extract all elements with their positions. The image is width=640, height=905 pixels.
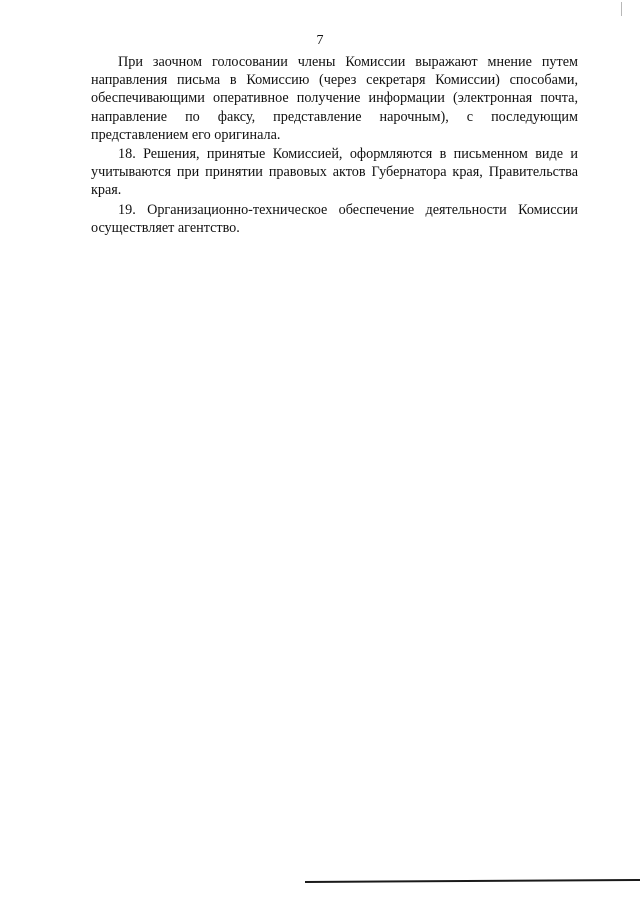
scan-edge-line [305,879,640,883]
page-number: 7 [316,33,324,48]
paragraph-18-decisions: 18. Решения, принятые Комиссией, оформляются в письменном виде и учитываются при принятии правовых актов Губернатора края, Правительства края. [91,146,578,199]
paragraph-absentee-voting: При заочном голосовании члены Комиссии выражают мнение путем направления письма в Комиссию (через секретаря Комиссии) способами, обеспечивающими оперативное получение информации (электронная почта, направление по факсу, представление нарочным), с последующим представлением его оригинала. [91,54,578,143]
scan-mark-top [621,2,622,16]
paragraph-19-support: 19. Организационно-техническое обеспечение деятельности Комиссии осуществляет агентство. [91,201,578,236]
document-body [91,53,578,238]
